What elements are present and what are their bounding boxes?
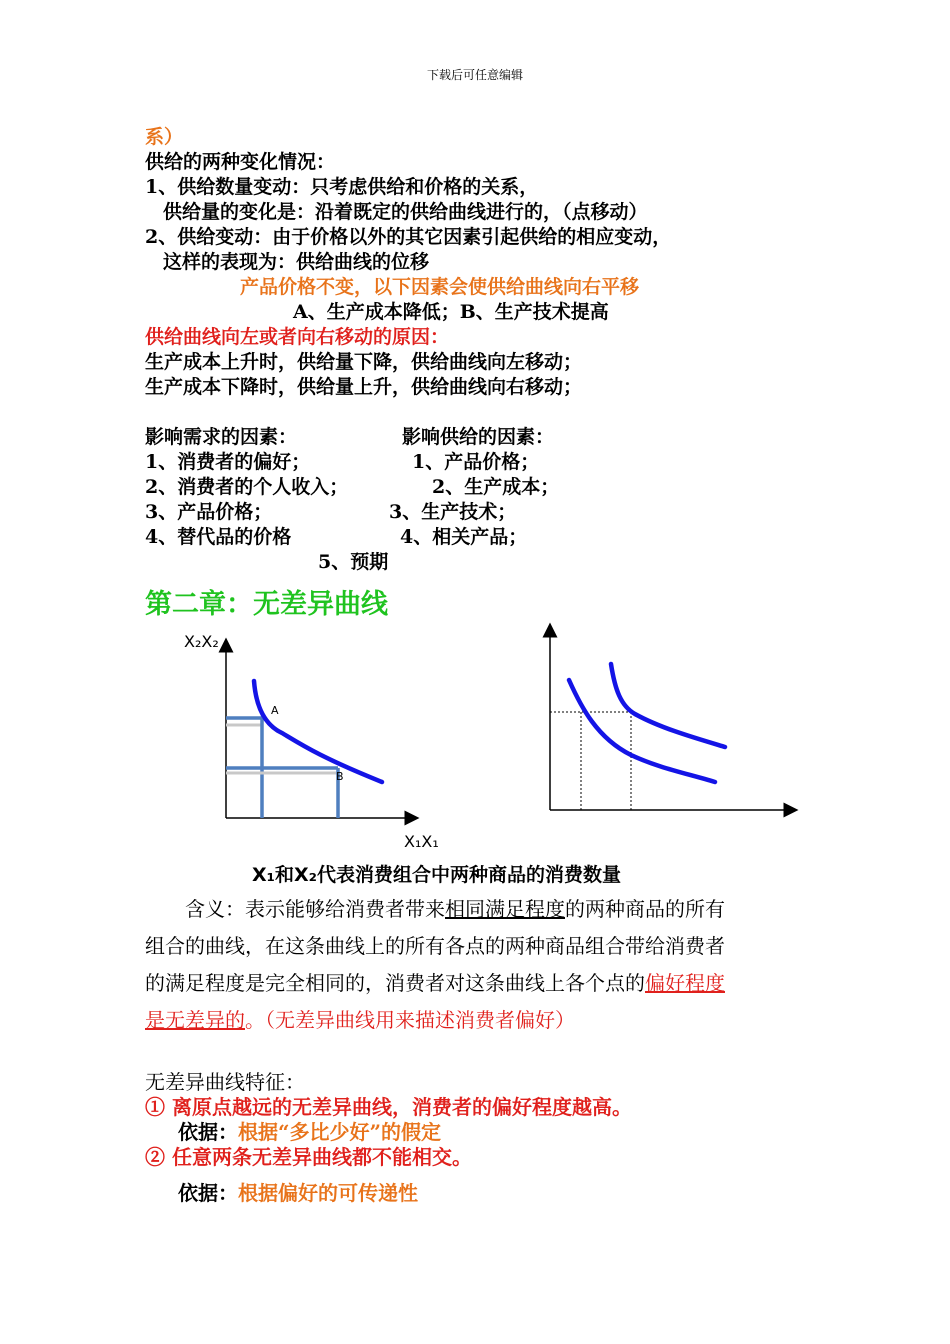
caption-x2: X₂ [294,864,317,886]
caption-x1: X₁ [252,864,275,886]
text-line: 供给量的变化是：沿着既定的供给曲线进行的，（点移动） [163,201,648,223]
feature-2: ② 任意两条无差异曲线都不能相交。 [145,1145,472,1169]
meaning-line-1 [185,891,725,928]
meaning-underline-red: 是无差异的 [145,1008,245,1032]
feature-1: ① 离原点越远的无差异曲线，消费者的偏好程度越高。 [145,1095,632,1119]
point-b-label: B [336,770,344,783]
meaning-underline-red: 偏好程度 [645,971,725,995]
feature-2-basis [178,1181,418,1206]
caption-and: 和 [274,864,294,886]
text-line-highlight: 供给曲线向左或者向右移动的原因： [145,326,450,348]
indifference-curve-lower [569,680,715,782]
meaning-text: 的满足程度是完全相同的，消费者对这条曲线上各个点的 [145,971,645,995]
basis-label: 依据： [178,1120,238,1144]
text-line: 2、供给变动：由于价格以外的其它因素引起供给的相应变动， [145,226,672,248]
demand-item: 1、消费者的偏好； [145,451,311,473]
indifference-curve-upper [611,664,725,747]
basis-text: 根据“多比少好”的假定 [238,1120,442,1144]
basis-label: 依据： [178,1181,238,1205]
indifference-curve-figure-left [170,625,440,855]
meaning-line-2: 组合的曲线，在这条曲线上的所有各点的两种商品组合带给消费者 [145,934,725,958]
demand-title: 影响需求的因素： [145,426,298,448]
y-axis-label: X₂X₂ [184,632,219,651]
text-line: 生产成本下降时，供给量上升，供给曲线向右移动； [145,376,583,398]
basis-text: 根据偏好的可传递性 [238,1181,418,1205]
text-line: 生产成本上升时，供给量下降，供给曲线向左移动； [145,351,583,373]
meaning-text: 的两种商品的所有 [565,897,725,921]
supply-item: 4、相关产品； [400,526,528,548]
supply-item: 3、生产技术； [389,501,517,523]
supply-title: 影响供给的因素： [402,426,555,448]
features-title: 无差异曲线特征： [145,1070,305,1094]
meaning-line-3 [145,965,725,1002]
text-line: 这样的表现为：供给曲线的位移 [163,251,430,273]
x-axis-label: X₁X₁ [404,832,439,851]
supply-item: 2、生产成本； [432,476,560,498]
demand-item: 2、消费者的个人收入； [145,476,349,498]
demand-item: 3、产品价格； [145,501,273,523]
text-line-highlight: 产品价格不变，以下因素会使供给曲线向右平移 [240,276,640,298]
page-header: 下载后可任意编辑 [426,68,523,82]
supply-item: 1、产品价格； [412,451,540,473]
meaning-text: 含义：表示能够给消费者带来 [185,897,445,921]
feature-1-basis [178,1120,441,1145]
demand-item: 4、替代品的价格 [145,526,292,548]
indifference-curve-figure-right [535,622,805,822]
meaning-underline: 相同满足程度 [445,897,565,921]
supply-item: 5、预期 [318,551,389,573]
text-line: 系） [145,126,184,148]
text-line: 供给的两种变化情况： [145,151,336,173]
meaning-line-4 [145,1002,575,1039]
caption-text: 代表消费组合中两种商品的消费数量 [316,864,621,886]
meaning-text-red: 。（无差异曲线用来描述消费者偏好） [245,1008,575,1032]
text-line: 1、供给数量变动：只考虑供给和价格的关系， [145,176,539,198]
point-a-label: A [271,704,279,717]
figure-caption [252,860,621,887]
chapter-title: 第二章：无差异曲线 [145,589,388,620]
text-line: A、生产成本降低；B、生产技术提高 [293,301,609,323]
